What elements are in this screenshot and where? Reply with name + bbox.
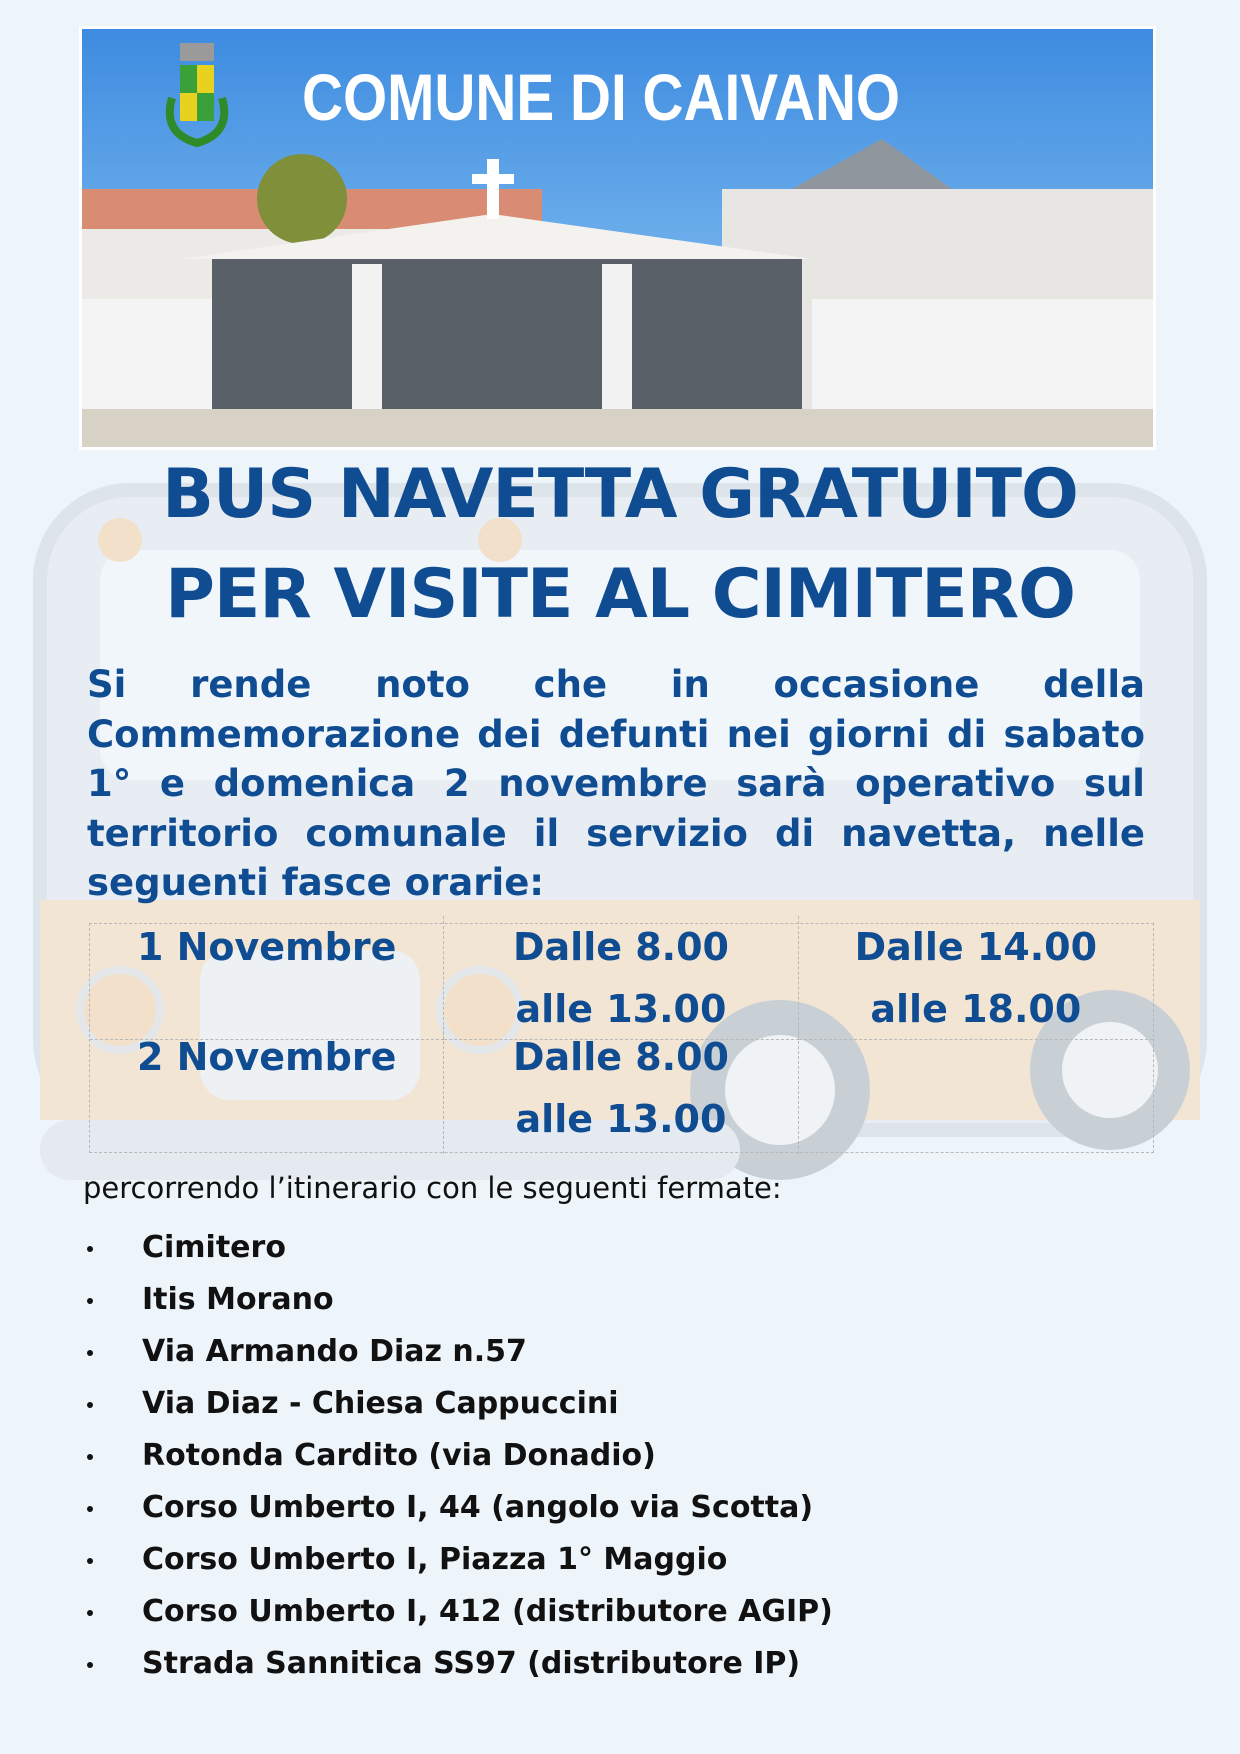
schedule-table <box>89 923 1154 1153</box>
stop-item <box>87 1273 833 1325</box>
stop-label: Corso Umberto I, Piazza 1° Maggio <box>142 1541 728 1577</box>
schedule-slot-morning <box>444 916 798 1040</box>
bullet-icon <box>87 1298 93 1304</box>
bullet-icon <box>87 1402 93 1408</box>
stop-label: Via Diaz - Chiesa Cappuccini <box>142 1385 619 1421</box>
bullet-icon <box>87 1454 93 1460</box>
municipality-name: COMUNE DI CAIVANO <box>302 60 901 134</box>
title-line-1: BUS NAVETTA GRATUITO <box>162 455 1078 534</box>
stop-label: Itis Morano <box>142 1281 334 1317</box>
stop-item <box>87 1429 833 1481</box>
bullet-icon <box>87 1558 93 1564</box>
stop-item <box>87 1533 833 1585</box>
bullet-icon <box>87 1610 93 1616</box>
slot-to: alle 18.00 <box>870 987 1082 1031</box>
slot-to: alle 13.00 <box>515 1097 727 1141</box>
coat-of-arms-icon <box>152 43 242 153</box>
stop-label: Cimitero <box>142 1229 286 1265</box>
schedule-day: 2 Novembre <box>90 1026 444 1154</box>
schedule-day: 1 Novembre <box>90 916 444 1040</box>
bullet-icon <box>87 1506 93 1512</box>
schedule-slot-morning <box>444 1026 798 1154</box>
stop-item <box>87 1377 833 1429</box>
stop-label: Via Armando Diaz n.57 <box>142 1333 527 1369</box>
slot-from: Dalle 8.00 <box>512 925 729 969</box>
stop-item <box>87 1585 833 1637</box>
stop-label: Rotonda Cardito (via Donadio) <box>142 1437 656 1473</box>
stop-label: Corso Umberto I, 44 (angolo via Scotta) <box>142 1489 814 1525</box>
announcement-text: Si rende noto che in occasione della Commemorazione dei defunti nei giorni di sabato 1° e domenica 2 novembre sarà operativo sul territorio comunale il servizio di navetta, nelle seguenti fasce orarie: <box>87 663 1145 904</box>
slot-to: alle 13.00 <box>515 987 727 1031</box>
schedule-slot-afternoon <box>799 916 1153 1040</box>
stop-item <box>87 1325 833 1377</box>
route-intro: percorrendo l’itinerario con le seguenti fermate: <box>83 1171 782 1205</box>
bullet-icon <box>87 1350 93 1356</box>
stop-item <box>87 1221 833 1273</box>
stop-item <box>87 1637 833 1689</box>
stop-label: Corso Umberto I, 412 (distributore AGIP) <box>142 1593 833 1629</box>
cemetery-photo <box>79 26 1156 450</box>
bullet-icon <box>87 1662 93 1668</box>
stop-label: Strada Sannitica SS97 (distributore IP) <box>142 1645 801 1681</box>
stops-list <box>87 1221 833 1689</box>
slot-from: Dalle 8.00 <box>512 1035 729 1079</box>
slot-from: Dalle 14.00 <box>854 925 1098 969</box>
stop-item <box>87 1481 833 1533</box>
bullet-icon <box>87 1246 93 1252</box>
schedule-slot-empty <box>799 1026 1153 1154</box>
title-line-2: PER VISITE AL CIMITERO <box>165 555 1075 634</box>
